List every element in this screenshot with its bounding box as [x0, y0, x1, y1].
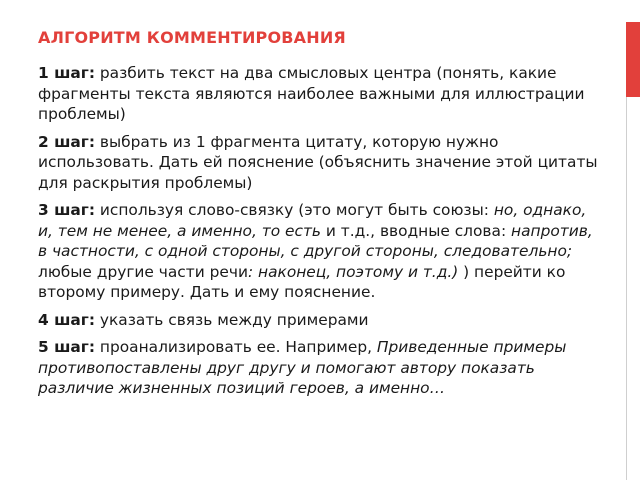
step-text: ) перейти ко второму примеру. Дать и ему пояснение.: [38, 262, 566, 301]
step-text: используя слово-связку (это могут быть союзы:: [95, 201, 494, 219]
other-parts-examples: : наконец, поэтому и т.д.): [247, 262, 459, 281]
introductory-words-examples: напротив, в частности, с одной стороны, с другой стороны, следовательно;: [38, 221, 593, 260]
step-text: проанализировать ее. Например,: [95, 338, 377, 356]
step-4: [38, 310, 604, 331]
step-5: [38, 337, 604, 399]
step-text: указать связь между примерами: [95, 310, 369, 329]
step-3: [38, 200, 604, 303]
step-text: и т.д., вводные слова:: [320, 221, 512, 240]
example-phrase: Приведенные примеры противопоставлены друг другу и помогают автору показать различие жизненных позиций героев, а именно…: [38, 338, 567, 397]
step-label: 2 шаг:: [38, 132, 95, 151]
steps-list: [38, 63, 604, 406]
step-text: разбить текст на два смысловых центра (понять, какие фрагменты текста являются наиболее важными для иллюстрации проблемы): [38, 64, 585, 123]
conjunctions-examples: но, однако, и, тем не менее, а именно, то есть: [38, 201, 587, 240]
step-2: [38, 132, 604, 194]
step-1: [38, 63, 604, 125]
step-label: 3 шаг:: [38, 201, 95, 219]
step-label: 1 шаг:: [38, 64, 95, 82]
step-text: любые другие части речи: [38, 262, 248, 281]
slide-title: АЛГОРИТМ КОММЕНТИРОВАНИЯ: [38, 28, 346, 47]
accent-divider-line: [626, 97, 627, 480]
step-label: 4 шаг:: [38, 310, 95, 329]
accent-bar: [626, 22, 640, 97]
step-text: выбрать из 1 фрагмента цитату, которую нужно использовать. Дать ей пояснение (объяснить значение этой цитаты для раскрытия проблемы): [38, 132, 598, 192]
step-label: 5 шаг:: [38, 338, 95, 356]
